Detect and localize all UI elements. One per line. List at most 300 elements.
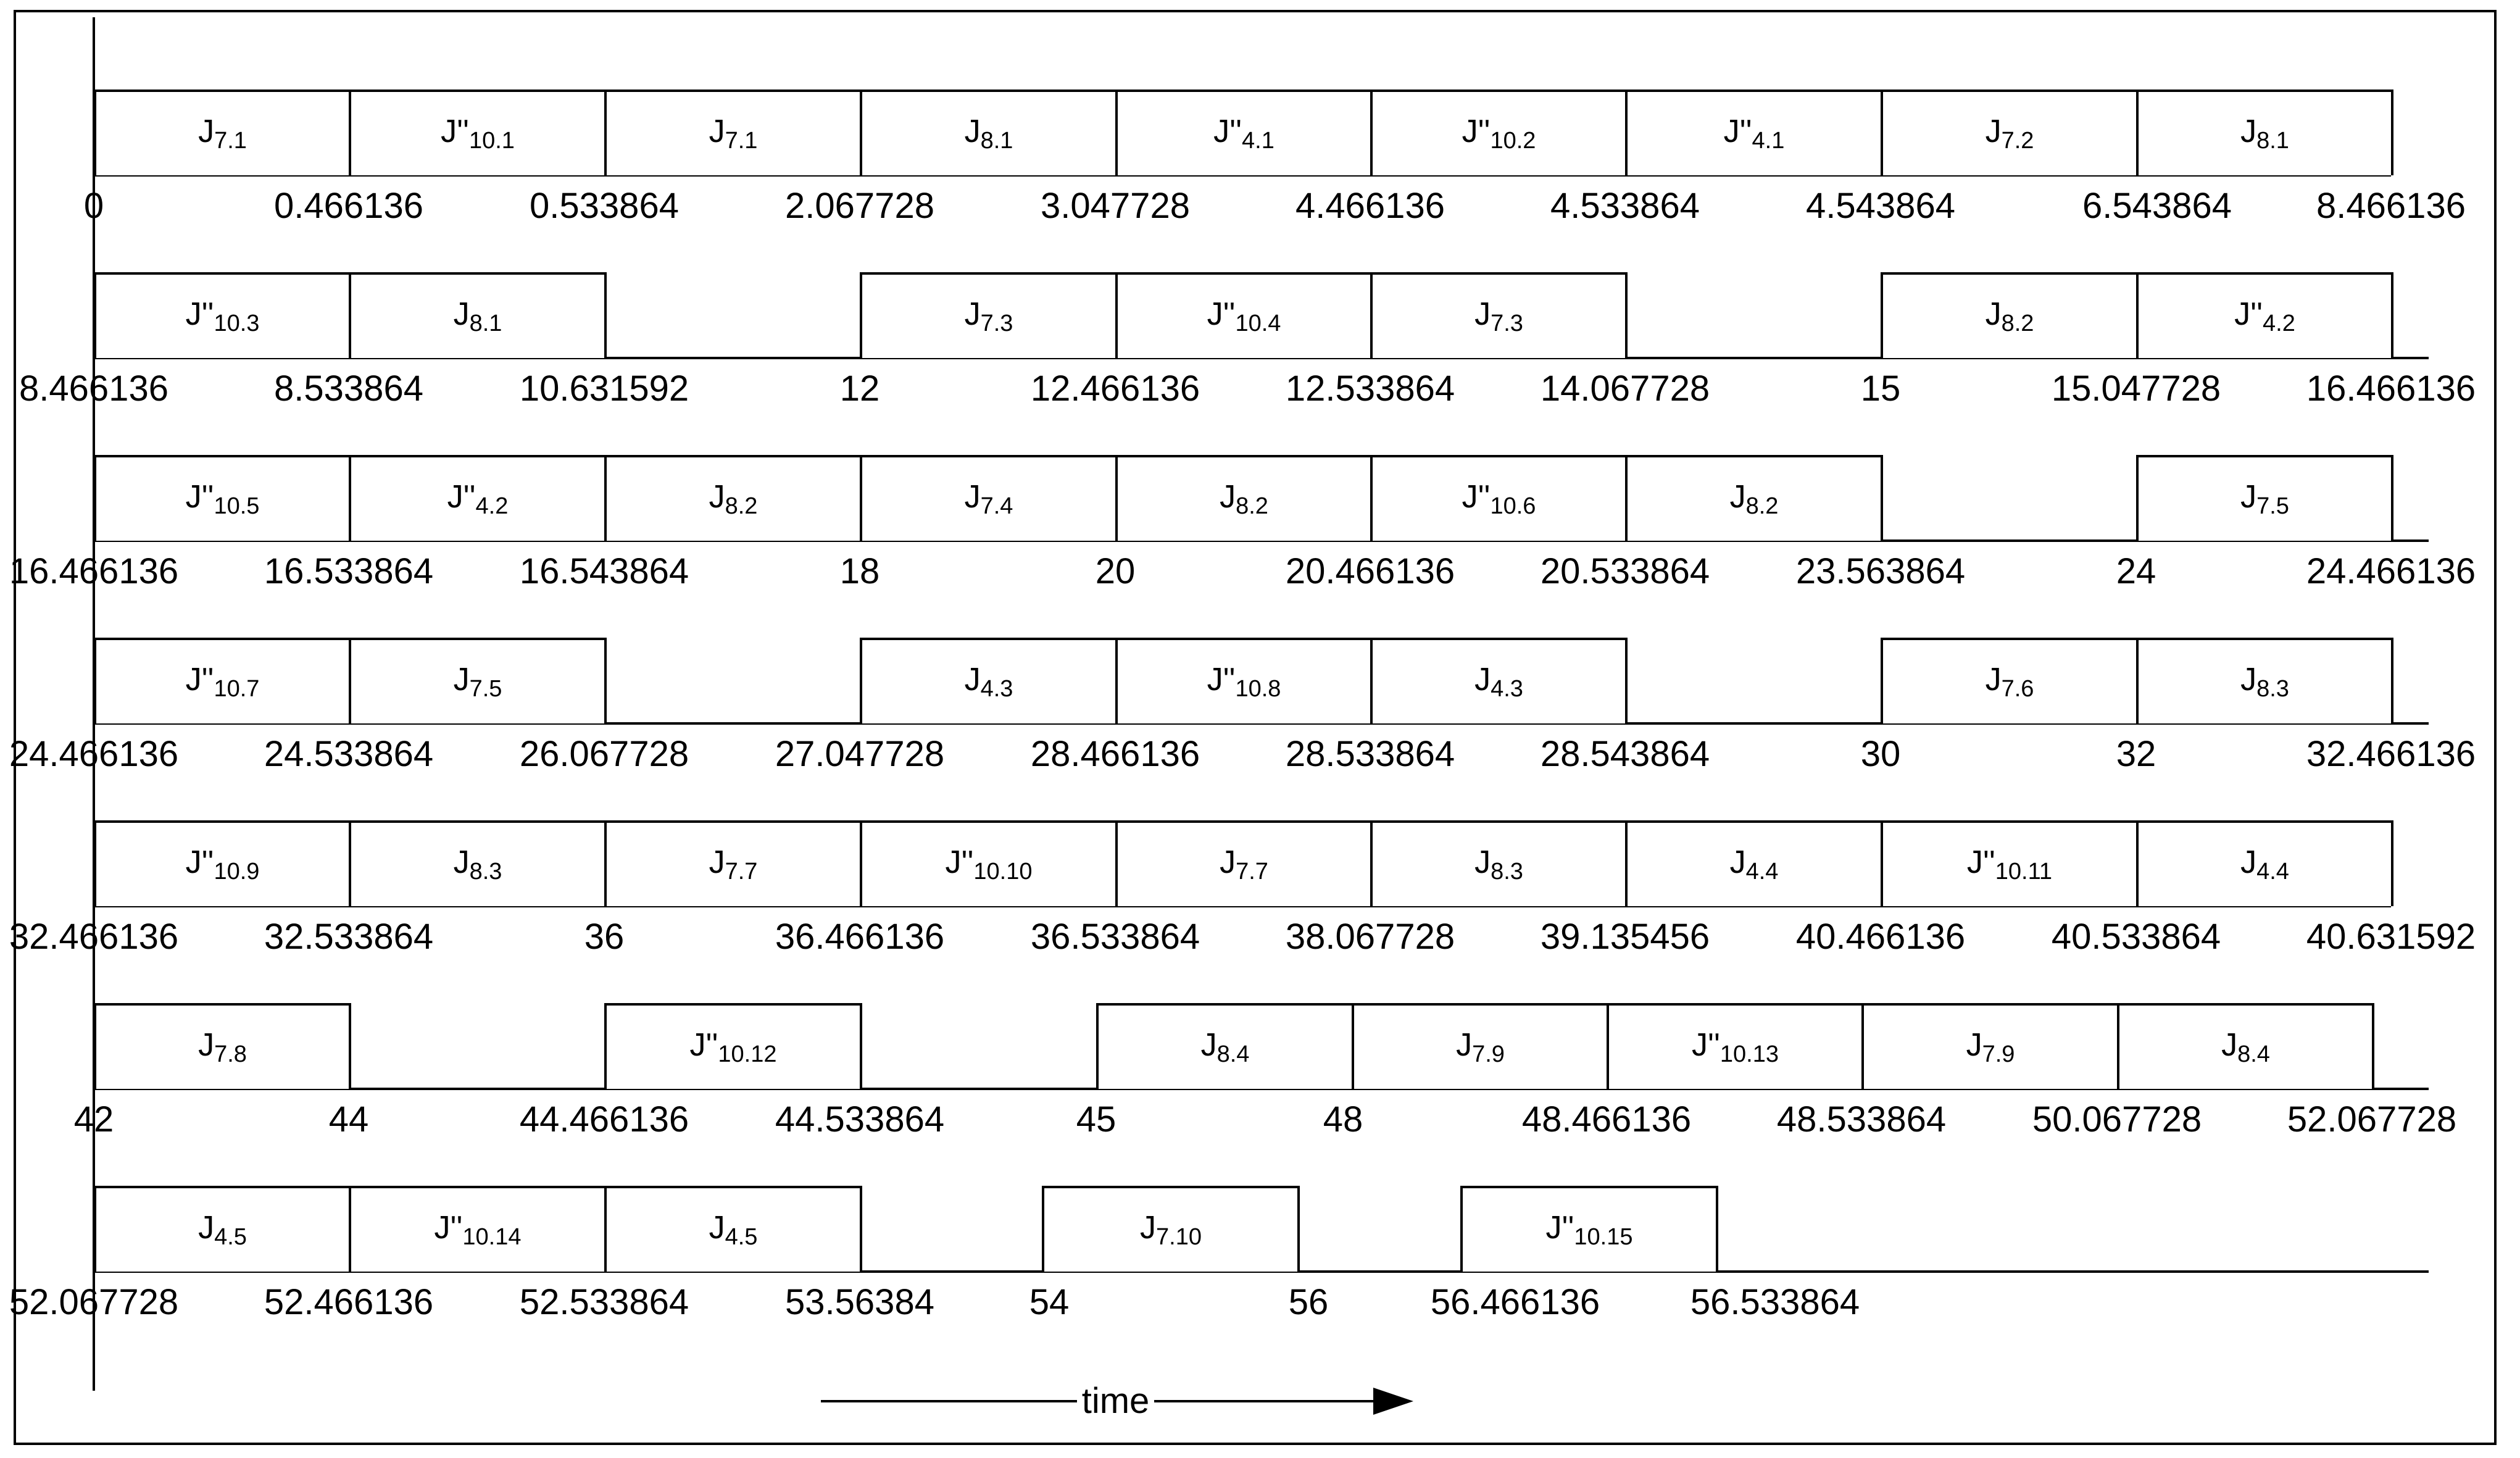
job-box: [94, 455, 351, 541]
job-box: [1625, 455, 1883, 541]
job-label: [1462, 478, 1536, 519]
time-tick-label: 4.466136: [1295, 186, 1445, 226]
job-name: J: [185, 478, 202, 515]
job-box: [94, 90, 351, 175]
time-tick-label: 42: [73, 1099, 114, 1139]
time-tick-label: 32.466136: [2306, 734, 2476, 774]
job-name: J: [689, 1027, 706, 1063]
job-subscript: 10.13: [1720, 1041, 1779, 1067]
job-label: [1220, 844, 1268, 885]
job-label: [1200, 1027, 1250, 1067]
time-label: time: [1081, 1381, 1150, 1421]
job-subscript: 10.11: [1995, 858, 2053, 885]
schedule-row: [0, 914, 2520, 1139]
job-name: J: [434, 1209, 451, 1246]
job-subscript: 4.3: [980, 675, 1013, 702]
job-label: [1966, 844, 2053, 885]
job-label: [1545, 1209, 1633, 1250]
job-prime: '': [201, 478, 214, 515]
time-tick-label: 44: [328, 1099, 369, 1139]
job-name: J: [2240, 113, 2257, 149]
time-tick-label: 48.466136: [1521, 1099, 1692, 1139]
job-box: [349, 455, 607, 541]
job-label: [185, 844, 260, 885]
job-box: [604, 455, 862, 541]
job-label: [964, 478, 1013, 519]
job-box: [860, 90, 1118, 175]
time-tick-label: 28.543864: [1540, 734, 1710, 774]
time-tick-label: 8.466136: [2316, 186, 2466, 226]
job-label: [2240, 478, 2289, 519]
job-subscript: 7.6: [2001, 675, 2034, 702]
time-tick-label: 40.466136: [1795, 917, 1966, 957]
job-label: [185, 296, 260, 336]
job-box: [2136, 638, 2393, 723]
time-tick-label: 52.067728: [9, 1282, 179, 1322]
job-label: [2240, 661, 2289, 702]
job-label: [1207, 661, 1281, 702]
job-subscript: 4.2: [2263, 310, 2295, 336]
job-subscript: 8.2: [2001, 310, 2034, 336]
job-box: [2136, 820, 2393, 906]
job-label: [964, 296, 1013, 336]
job-name: J: [964, 661, 981, 698]
job-name: J: [453, 844, 470, 880]
job-box: [860, 638, 1118, 723]
time-tick-label: 36.466136: [775, 917, 945, 957]
time-tick-label: 40.631592: [2306, 917, 2476, 957]
job-name: J: [441, 113, 457, 149]
job-box: [349, 272, 607, 358]
schedule-row: [0, 731, 2520, 957]
time-tick-label: 56.533864: [1690, 1282, 1860, 1322]
job-subscript: 7.8: [214, 1041, 247, 1067]
time-tick-label: 14.067728: [1540, 369, 1710, 409]
job-label: [1985, 296, 2034, 336]
time-tick-label: 27.047728: [775, 734, 945, 774]
job-box: [94, 820, 351, 906]
time-tick-label: 54: [1029, 1282, 1070, 1322]
time-tick-label: 16.466136: [2306, 369, 2476, 409]
job-name: J: [964, 296, 981, 332]
job-box: [2136, 455, 2393, 541]
job-subscript: 10.8: [1235, 675, 1281, 702]
time-tick-label: 20: [1095, 551, 1136, 591]
time-tick-label: 36: [584, 917, 625, 957]
job-subscript: 10.15: [1574, 1223, 1633, 1250]
job-name: J: [1723, 113, 1740, 149]
job-label: [709, 1209, 758, 1250]
job-label: [2240, 844, 2289, 885]
time-tick-label: 32.533864: [264, 917, 434, 957]
job-label: [1462, 113, 1536, 154]
time-tick-label: 26.067728: [519, 734, 689, 774]
job-name: J: [447, 478, 464, 515]
job-box: [349, 90, 607, 175]
job-subscript: 4.1: [1242, 127, 1275, 154]
time-tick-label: 44.466136: [519, 1099, 689, 1139]
job-subscript: 7.3: [980, 310, 1013, 336]
job-name: J: [453, 296, 470, 332]
job-box: [2136, 90, 2393, 175]
time-tick-label: 28.533864: [1285, 734, 1455, 774]
time-arrow-line-right: [1154, 1400, 1376, 1402]
job-box: [1370, 455, 1628, 541]
job-box: [94, 272, 351, 358]
job-subscript: 8.1: [2256, 127, 2289, 154]
job-prime: '': [705, 1027, 718, 1063]
job-subscript: 8.4: [2237, 1041, 2270, 1067]
time-tick-label: 16.466136: [9, 551, 179, 591]
job-box: [1115, 638, 1373, 723]
job-name: J: [964, 478, 981, 515]
job-subscript: 7.5: [2256, 493, 2289, 519]
job-box: [2136, 272, 2393, 358]
job-label: [945, 844, 1033, 885]
time-tick-label: 24: [2116, 551, 2156, 591]
job-prime: '': [1561, 1209, 1574, 1246]
job-subscript: 7.4: [980, 493, 1013, 519]
job-label: [198, 1027, 247, 1067]
job-box: [1115, 90, 1373, 175]
job-label: [441, 113, 515, 154]
job-label: [709, 478, 758, 519]
job-subscript: 10.12: [718, 1041, 777, 1067]
job-subscript: 8.1: [980, 127, 1013, 154]
job-box: [1115, 272, 1373, 358]
job-subscript: 8.4: [1216, 1041, 1250, 1067]
job-prime: '': [201, 844, 214, 880]
job-name: J: [1545, 1209, 1562, 1246]
job-prime: '': [1229, 113, 1242, 149]
job-box: [1881, 272, 2139, 358]
job-subscript: 7.3: [1491, 310, 1523, 336]
job-name: J: [945, 844, 962, 880]
time-arrow: [821, 1383, 1413, 1420]
job-box: [860, 820, 1118, 906]
job-box: [1370, 820, 1628, 906]
time-tick-label: 20.533864: [1540, 551, 1710, 591]
job-box: [1881, 90, 2139, 175]
time-tick-label: 0.533864: [530, 186, 679, 226]
job-subscript: 10.10: [973, 858, 1033, 885]
job-box: [1625, 90, 1883, 175]
time-tick-label: 16.543864: [519, 551, 689, 591]
job-label: [1723, 113, 1785, 154]
time-tick-label: 50.067728: [2032, 1099, 2202, 1139]
job-name: J: [1220, 844, 1236, 880]
schedule-row: [0, 1096, 2520, 1322]
job-box: [860, 272, 1118, 358]
job-name: J: [2221, 1027, 2238, 1063]
time-tick-label: 12.466136: [1030, 369, 1200, 409]
job-name: J: [1474, 296, 1491, 332]
job-box: [1115, 820, 1373, 906]
job-label: [964, 661, 1013, 702]
job-label: [198, 113, 247, 154]
job-label: [2221, 1027, 2270, 1067]
job-subscript: 7.10: [1156, 1223, 1202, 1250]
job-name: J: [1985, 296, 2002, 332]
job-subscript: 8.2: [1745, 493, 1779, 519]
job-name: J: [709, 1209, 725, 1246]
time-tick-label: 12.533864: [1285, 369, 1455, 409]
job-label: [964, 113, 1013, 154]
time-tick-label: 15.047728: [2051, 369, 2221, 409]
time-tick-label: 32.466136: [9, 917, 179, 957]
job-label: [198, 1209, 247, 1250]
job-subscript: 4.1: [1752, 127, 1785, 154]
job-name: J: [453, 661, 470, 698]
schedule-row: [0, 0, 2520, 226]
job-name: J: [198, 1209, 215, 1246]
job-label: [1729, 478, 1779, 519]
job-prime: '': [1223, 296, 1236, 332]
time-tick-label: 18: [839, 551, 880, 591]
job-box: [1370, 272, 1628, 358]
time-tick-label: 15: [1860, 369, 1901, 409]
job-subscript: 10.3: [214, 310, 260, 336]
job-box: [94, 1186, 351, 1272]
job-label: [1213, 113, 1275, 154]
job-prime: '': [463, 478, 476, 515]
time-tick-label: 44.533864: [775, 1099, 945, 1139]
time-tick-label: 20.466136: [1285, 551, 1455, 591]
job-label: [453, 661, 502, 702]
job-box: [349, 638, 607, 723]
job-prime: '': [201, 661, 214, 698]
job-box: [349, 1186, 607, 1272]
job-box: [2117, 1003, 2374, 1089]
time-tick-label: 32: [2116, 734, 2156, 774]
job-box: [604, 1003, 862, 1089]
job-box: [349, 820, 607, 906]
job-subscript: 8.3: [469, 858, 502, 885]
job-label: [434, 1209, 522, 1250]
job-label: [2240, 113, 2289, 154]
job-name: J: [1692, 1027, 1708, 1063]
job-label: [1474, 661, 1523, 702]
job-prime: '': [1982, 844, 1995, 880]
time-tick-label: 52.533864: [519, 1282, 689, 1322]
job-box: [860, 455, 1118, 541]
job-label: [689, 1027, 777, 1067]
job-subscript: 7.7: [1236, 858, 1268, 885]
job-box: [1625, 820, 1883, 906]
job-name: J: [2240, 844, 2257, 880]
job-label: [709, 844, 758, 885]
job-subscript: 4.4: [2256, 858, 2289, 885]
job-subscript: 4.3: [1491, 675, 1523, 702]
job-label: [1729, 844, 1779, 885]
job-box: [604, 1186, 862, 1272]
job-box: [1607, 1003, 1864, 1089]
job-name: J: [1462, 478, 1478, 515]
time-tick-label: 45: [1076, 1099, 1117, 1139]
job-subscript: 8.2: [1236, 493, 1268, 519]
job-subscript: 8.3: [1491, 858, 1523, 885]
job-name: J: [185, 844, 202, 880]
job-subscript: 7.2: [2001, 127, 2034, 154]
time-tick-label: 24.466136: [9, 734, 179, 774]
time-tick-label: 48: [1323, 1099, 1363, 1139]
time-arrow-line-left: [821, 1400, 1077, 1402]
job-name: J: [1985, 113, 2002, 149]
job-label: [1220, 478, 1268, 519]
job-name: J: [185, 661, 202, 698]
job-label: [185, 661, 260, 702]
job-box: [1042, 1186, 1300, 1272]
job-subscript: 7.7: [725, 858, 758, 885]
time-tick-label: 4.533864: [1550, 186, 1700, 226]
job-name: J: [2240, 661, 2257, 698]
job-name: J: [1200, 1027, 1217, 1063]
job-name: J: [964, 113, 981, 149]
job-box: [604, 820, 862, 906]
time-tick-label: 6.543864: [2082, 186, 2232, 226]
job-subscript: 7.1: [214, 127, 247, 154]
job-name: J: [198, 1027, 215, 1063]
job-label: [1474, 844, 1523, 885]
job-box: [1861, 1003, 2119, 1089]
schedule-row: [0, 183, 2520, 409]
job-label: [453, 844, 502, 885]
job-label: [1474, 296, 1523, 336]
time-tick-label: 10.631592: [519, 369, 689, 409]
time-tick-label: 53.56384: [785, 1282, 934, 1322]
time-tick-label: 4.543864: [1806, 186, 1955, 226]
time-tick-label: 40.533864: [2051, 917, 2221, 957]
job-subscript: 10.5: [214, 493, 260, 519]
job-name: J: [1729, 478, 1746, 515]
job-name: J: [1462, 113, 1478, 149]
arrow-head-icon: [1373, 1388, 1413, 1415]
time-tick-label: 8.533864: [274, 369, 423, 409]
job-name: J: [1207, 296, 1223, 332]
job-subscript: 4.5: [214, 1223, 247, 1250]
job-subscript: 10.7: [214, 675, 260, 702]
job-name: J: [1966, 844, 1983, 880]
time-tick-label: 12: [839, 369, 880, 409]
time-tick-label: 52.466136: [264, 1282, 434, 1322]
time-tick-label: 28.466136: [1030, 734, 1200, 774]
job-label: [1207, 296, 1281, 336]
time-tick-label: 2.067728: [785, 186, 934, 226]
job-label: [2234, 296, 2295, 336]
job-label: [1985, 113, 2034, 154]
time-tick-label: 30: [1860, 734, 1901, 774]
job-subscript: 7.1: [725, 127, 758, 154]
time-tick-label: 39.135456: [1540, 917, 1710, 957]
job-label: [709, 113, 758, 154]
time-tick-label: 36.533864: [1030, 917, 1200, 957]
time-tick-label: 52.067728: [2287, 1099, 2457, 1139]
job-name: J: [1140, 1209, 1157, 1246]
job-box: [1460, 1186, 1718, 1272]
job-box: [1370, 638, 1628, 723]
job-name: J: [1207, 661, 1223, 698]
job-box: [94, 1003, 351, 1089]
job-name: J: [1474, 844, 1491, 880]
job-subscript: 4.2: [475, 493, 509, 519]
job-label: [1456, 1027, 1505, 1067]
job-prime: '': [450, 1209, 463, 1246]
time-tick-label: 24.533864: [264, 734, 434, 774]
time-tick-label: 0.466136: [274, 186, 423, 226]
job-box: [1115, 455, 1373, 541]
job-prime: '': [457, 113, 469, 149]
job-prime: '': [201, 296, 214, 332]
job-box: [1352, 1003, 1609, 1089]
job-name: J: [2240, 478, 2257, 515]
job-name: J: [709, 478, 725, 515]
job-subscript: 8.3: [2256, 675, 2289, 702]
job-name: J: [709, 113, 725, 149]
job-box: [1881, 820, 2139, 906]
job-prime: '': [1478, 113, 1491, 149]
job-name: J: [1474, 661, 1491, 698]
job-label: [1692, 1027, 1779, 1067]
job-subscript: 10.4: [1235, 310, 1281, 336]
job-subscript: 8.2: [725, 493, 758, 519]
job-subscript: 10.14: [462, 1223, 522, 1250]
job-prime: '': [1223, 661, 1236, 698]
time-tick-label: 24.466136: [2306, 551, 2476, 591]
job-box: [604, 90, 862, 175]
time-tick-label: 48.533864: [1776, 1099, 1947, 1139]
job-subscript: 7.5: [469, 675, 502, 702]
time-tick-label: 56.466136: [1430, 1282, 1600, 1322]
time-tick-label: 23.563864: [1795, 551, 1966, 591]
job-prime: '': [1478, 478, 1491, 515]
time-tick-label: 8.466136: [19, 369, 168, 409]
time-tick-label: 38.067728: [1285, 917, 1455, 957]
job-subscript: 4.4: [1745, 858, 1779, 885]
job-prime: '': [1739, 113, 1752, 149]
job-box: [94, 638, 351, 723]
time-tick-label: 0: [83, 186, 104, 226]
time-tick-label: 3.047728: [1041, 186, 1190, 226]
job-label: [1985, 661, 2034, 702]
job-name: J: [1456, 1027, 1473, 1063]
schedule-row: [0, 548, 2520, 774]
job-box: [1881, 638, 2139, 723]
job-name: J: [1220, 478, 1236, 515]
job-label: [1140, 1209, 1202, 1250]
job-prime: '': [2250, 296, 2263, 332]
job-name: J: [185, 296, 202, 332]
job-subscript: 4.5: [725, 1223, 758, 1250]
job-subscript: 10.2: [1490, 127, 1536, 154]
job-subscript: 10.1: [468, 127, 515, 154]
job-prime: '': [961, 844, 974, 880]
job-label: [447, 478, 509, 519]
job-box: [1096, 1003, 1354, 1089]
job-label: [453, 296, 502, 336]
job-subscript: 8.1: [469, 310, 502, 336]
schedule-row: [0, 365, 2520, 591]
job-subscript: 7.9: [1472, 1041, 1505, 1067]
time-tick-label: 16.533864: [264, 551, 434, 591]
time-tick-label: 56: [1288, 1282, 1329, 1322]
job-name: J: [1985, 661, 2002, 698]
job-name: J: [709, 844, 725, 880]
job-name: J: [1966, 1027, 1982, 1063]
job-label: [185, 478, 260, 519]
job-label: [1966, 1027, 2015, 1067]
job-subscript: 10.6: [1490, 493, 1536, 519]
job-name: J: [198, 113, 215, 149]
